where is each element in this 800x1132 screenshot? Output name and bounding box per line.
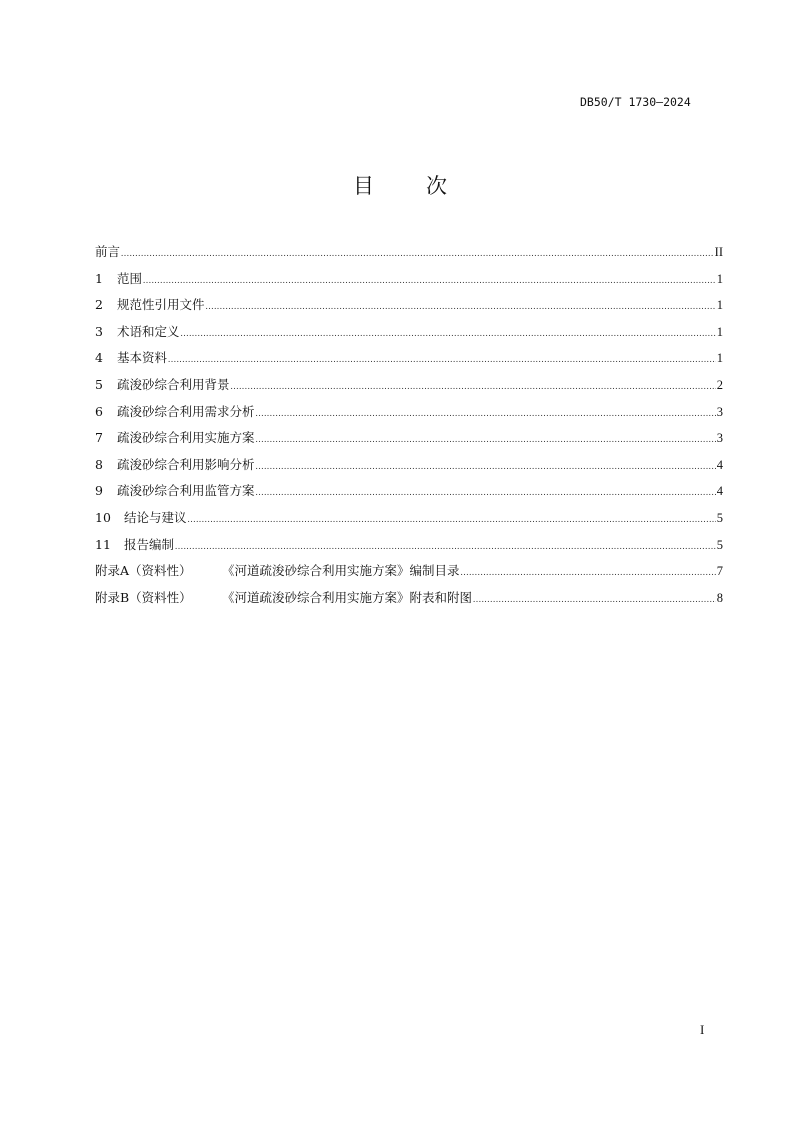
dot-leader [256, 482, 716, 502]
toc-entry-label: 疏浚砂综合利用监管方案 [117, 483, 255, 499]
toc-entry-page: 3 [716, 404, 723, 419]
toc-entry-label: 前言 [95, 244, 121, 259]
toc-entry-label: 结论与建议 [124, 509, 187, 525]
toc-entry-page: 3 [716, 431, 723, 446]
toc-entry-number: 附录A（资料性） [95, 563, 192, 579]
toc-entry-appendix-b[interactable] [95, 588, 723, 615]
toc-entry-label: 疏浚砂综合利用背景 [117, 376, 230, 392]
toc-entry-page: 7 [716, 564, 723, 579]
toc-entry-number: 11 [95, 536, 111, 552]
toc-entry-label: 疏浚砂综合利用影响分析 [117, 456, 255, 472]
toc-entry-number: 6 [95, 403, 103, 419]
toc-entry-appendix-a[interactable] [95, 561, 723, 588]
dot-leader [188, 509, 716, 529]
toc-entry-number: 1 [95, 270, 103, 286]
toc-entry-label: 《河道疏浚砂综合利用实施方案》附表和附图 [222, 589, 473, 605]
toc-entry-label: 疏浚砂综合利用需求分析 [117, 403, 255, 419]
toc-entry-4[interactable] [95, 348, 723, 375]
toc-entry-page: 1 [716, 271, 723, 286]
dot-leader [473, 589, 716, 609]
toc-entry-number: 8 [95, 456, 103, 472]
dot-leader [168, 349, 716, 369]
toc-entry-page: 5 [716, 537, 723, 552]
toc-entry-page: II [714, 245, 723, 259]
toc-entry-11[interactable] [95, 535, 723, 562]
toc-entry-page: 4 [716, 484, 723, 499]
toc-entry-number: 7 [95, 430, 103, 446]
dot-leader [461, 562, 716, 582]
dot-leader [231, 376, 716, 396]
toc-entry-number: 附录B（资料性） [95, 589, 192, 605]
toc-entry-label: 疏浚砂综合利用实施方案 [117, 430, 255, 446]
toc-entry-number: 4 [95, 350, 103, 366]
toc-entry-page: 1 [716, 324, 723, 339]
title-char-1: 目 [353, 174, 374, 198]
toc-entry-3[interactable] [95, 322, 723, 349]
toc-entry-page: 4 [716, 457, 723, 472]
toc-entry-2[interactable] [95, 295, 723, 322]
toc-entry-number: 2 [95, 297, 103, 313]
toc-entry-number: 5 [95, 376, 103, 392]
toc-entry-foreword[interactable] [95, 242, 723, 269]
toc-entry-7[interactable] [95, 428, 723, 455]
toc-entry-5[interactable] [95, 375, 723, 402]
toc-entry-label: 术语和定义 [117, 323, 180, 339]
dot-leader [256, 456, 716, 476]
toc-entry-label: 报告编制 [124, 536, 175, 552]
toc-entry-page: 2 [716, 377, 723, 392]
standard-code: DB50/T 1730—2024 [580, 95, 691, 109]
toc-entry-label: 范围 [117, 270, 143, 286]
toc-entry-page: 1 [716, 298, 723, 313]
toc-entry-1[interactable] [95, 269, 723, 296]
title-char-2: 次 [426, 174, 447, 198]
toc-entry-8[interactable] [95, 455, 723, 482]
dot-leader [206, 296, 716, 316]
dot-leader [181, 323, 716, 343]
toc-entry-label: 基本资料 [117, 350, 168, 366]
toc-entry-page: 1 [716, 351, 723, 366]
dot-leader [256, 429, 716, 449]
toc-entry-number: 9 [95, 483, 103, 499]
page-number: I [700, 1022, 705, 1037]
toc-entry-9[interactable] [95, 481, 723, 508]
toc-entry-10[interactable] [95, 508, 723, 535]
toc-entry-page: 5 [716, 510, 723, 525]
page-title [0, 170, 800, 200]
dot-leader [121, 243, 714, 263]
dot-leader [143, 270, 716, 290]
dot-leader [256, 403, 716, 423]
table-of-contents [95, 242, 723, 614]
toc-entry-page: 8 [716, 590, 723, 605]
toc-entry-number: 10 [95, 509, 111, 525]
toc-entry-number: 3 [95, 323, 103, 339]
dot-leader [175, 536, 716, 556]
toc-entry-label: 规范性引用文件 [117, 297, 205, 313]
toc-entry-label: 《河道疏浚砂综合利用实施方案》编制目录 [222, 563, 460, 579]
toc-entry-6[interactable] [95, 402, 723, 429]
